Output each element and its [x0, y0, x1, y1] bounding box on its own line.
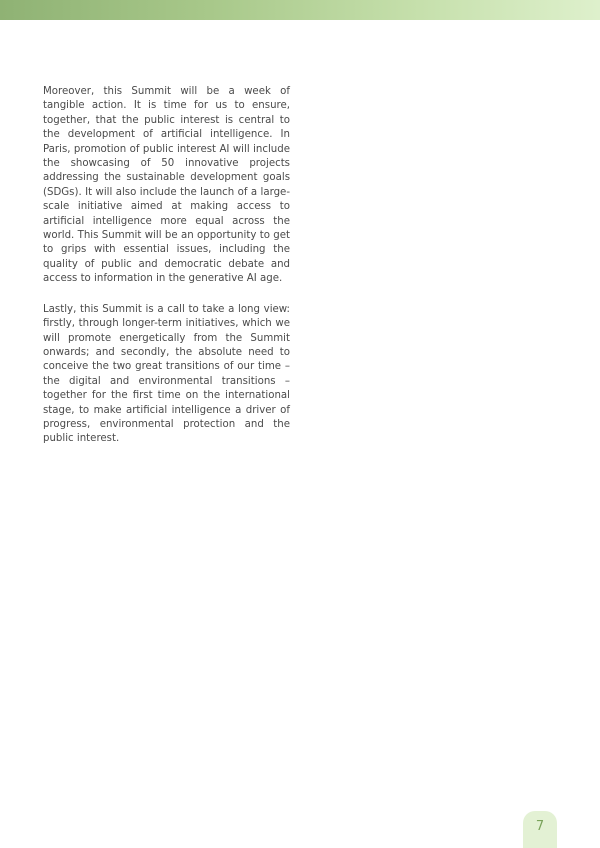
page-number: 7 [535, 819, 545, 834]
header-gradient-band [0, 0, 600, 20]
body-text-column [43, 85, 290, 463]
paragraph-long-view: Lastly, this Summit is a call to take a long view: firstly, through longer-term initiatives, which we will promote energetically from the Summit onwards; and secondly, the absolute need to conceive the two great transitions of our time – the digital and environmental transitions – together for the first time on the international stage, to make artificial intelligence a driver of progress, environmental protection and the public interest. [43, 303, 290, 445]
paragraph-action: Moreover, this Summit will be a week of tangible action. It is time for us to ensure, together, that the public interest is central to the development of artificial intelligence. In Paris, promotion of public interest AI will include the showcasing of 50 innovative projects addressing the sustainable development goals (SDGs). It will also include the launch of a large-scale initiative aimed at making access to artificial intelligence more equal across the world. This Summit will be an opportunity to get to grips with essential issues, including the quality of public and democratic debate and access to information in the generative AI age. [43, 86, 290, 285]
page-number-tab [523, 811, 557, 848]
